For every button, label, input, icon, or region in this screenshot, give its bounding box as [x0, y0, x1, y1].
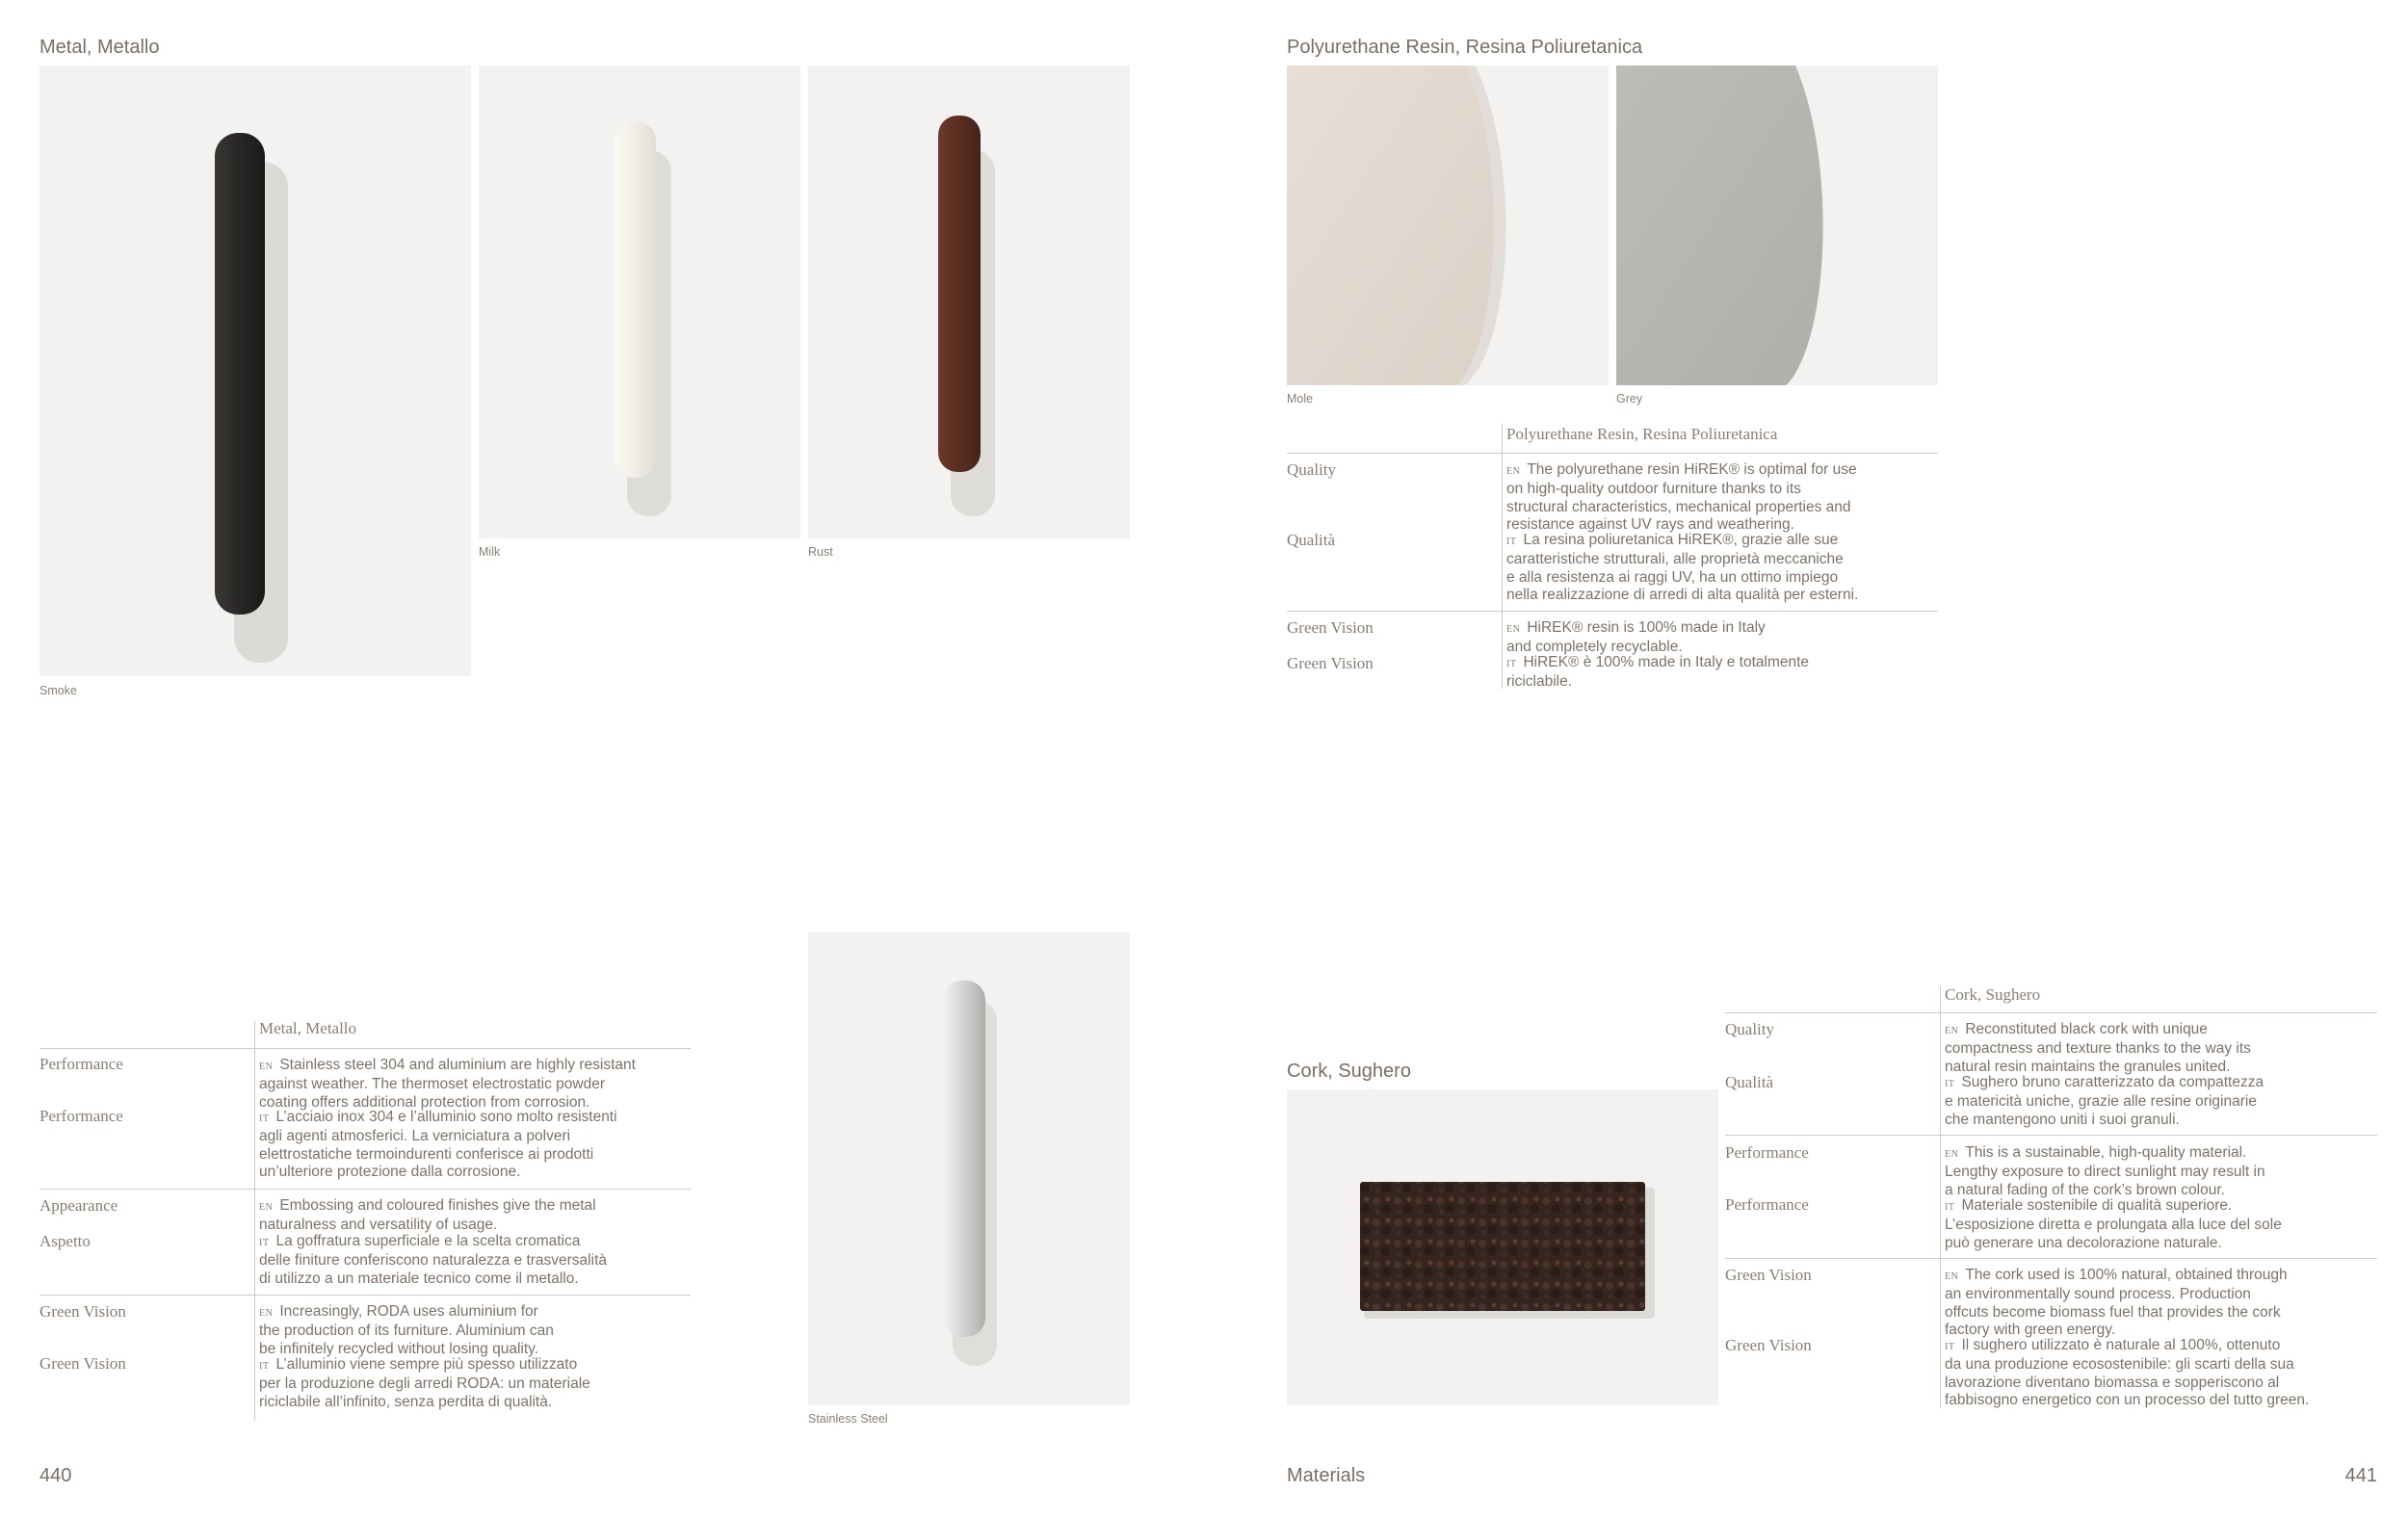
cork-green-vision-it-text: IT Il sughero utilizzato è naturale al 100%, ottenuto da una produzione ecosostenibile: gli scarti della sua lavorazione diventano biomassa e sopperiscono al fabbisogno energetico con un processo del tutto green.: [1945, 1337, 2310, 1409]
lang-tag-it: IT: [1506, 537, 1517, 547]
cork-quality-en-text: EN Reconstituted black cork with unique compactness and texture thanks to the way its natural resin maintains the granules united.: [1945, 1021, 2251, 1075]
stainless-steel-caption: Stainless Steel: [808, 1412, 888, 1426]
metal-table-rule: [39, 1295, 691, 1296]
row-label-appearance-en: Appearance: [39, 1196, 118, 1215]
resin-table-title: Polyurethane Resin, Resina Poliuretanica: [1506, 425, 1778, 443]
resin-table-rule: [1287, 611, 1938, 612]
row-label-appearance-it: Aspetto: [39, 1232, 91, 1250]
milk-caption: Milk: [479, 545, 501, 559]
row-label-quality-it: Qualità: [1725, 1073, 1774, 1091]
row-label-quality-en: Quality: [1725, 1020, 1774, 1038]
mole-swatch-image: [1287, 65, 1609, 385]
cork-section-title: Cork, Sughero: [1287, 1061, 1411, 1082]
metal-table-rule: [39, 1189, 691, 1190]
lang-tag-en: EN: [1945, 1149, 1959, 1160]
milk-swatch-image: [479, 65, 800, 538]
cork-performance-en-text: EN This is a sustainable, high-quality material. Lengthy exposure to direct sunlight may result in a natural fading of the cork’s brown colour.: [1945, 1144, 2265, 1198]
metal-appearance-en-text: EN Embossing and coloured finishes give the metal naturalness and versatility of usage.: [259, 1197, 596, 1234]
lang-tag-it: IT: [259, 1361, 270, 1372]
row-label-performance-en: Performance: [39, 1055, 123, 1073]
metal-table-title: Metal, Metallo: [259, 1019, 357, 1037]
cork-swatch-image: [1287, 1089, 1718, 1405]
smoke-swatch-image: [39, 65, 471, 676]
lang-tag-en: EN: [259, 1061, 274, 1072]
row-label-green-vision-en: Green Vision: [1287, 618, 1374, 637]
row-label-green-vision-it: Green Vision: [39, 1354, 126, 1373]
footer-section-label: Materials: [1287, 1465, 1366, 1486]
lang-tag-it: IT: [259, 1238, 270, 1248]
resin-quality-en-text: EN The polyurethane resin HiREK® is optimal for use on high-quality outdoor furniture thanks to its structural characteristics, mechanical properties and resistance against UV rays and weathering.: [1506, 461, 1857, 534]
lang-tag-it: IT: [1945, 1342, 1955, 1352]
metal-green-vision-it-text: IT L’alluminio viene sempre più spesso utilizzato per la produzione degli arredi RODA: un materiale riciclabile all’infinito, senza perdita di qualità.: [259, 1356, 590, 1410]
grey-caption: Grey: [1616, 392, 1643, 406]
page-number-left: 440: [39, 1465, 72, 1486]
row-label-green-vision-it: Green Vision: [1287, 654, 1374, 672]
cork-quality-it-text: IT Sughero bruno caratterizzato da compattezza e matericità uniche, grazie alle resine originarie che mantengono uniti i suoi granuli.: [1945, 1074, 2264, 1128]
lang-tag-it: IT: [1506, 659, 1517, 669]
resin-quality-it-text: IT La resina poliuretanica HiREK®, grazie alle sue caratteristiche strutturali, alle proprietà meccaniche e alla resistenza ai raggi UV, ha un ottimo impiego nella realizzazione di arredi di alta qualità per esterni.: [1506, 532, 1859, 604]
page-number-right: 441: [2344, 1465, 2377, 1486]
metal-performance-en-text: EN Stainless steel 304 and aluminium are highly resistant against weather. The thermoset electrostatic powder coating offers additional protection from corrosion.: [259, 1057, 636, 1111]
rust-swatch-image: [808, 65, 1130, 538]
row-label-quality-en: Quality: [1287, 460, 1336, 479]
lang-tag-en: EN: [1945, 1271, 1959, 1282]
smoke-caption: Smoke: [39, 684, 77, 697]
row-label-green-vision-en: Green Vision: [39, 1302, 126, 1321]
metal-performance-it-text: IT L’acciaio inox 304 e l’alluminio sono molto resistenti agli agenti atmosferici. La verniciatura a polveri elettrostatiche termoindurenti conferisce ai prodotti un’ulteriore protezione dalla corrosione.: [259, 1109, 617, 1181]
rust-caption: Rust: [808, 545, 833, 559]
metal-appearance-it-text: IT La goffratura superficiale e la scelta cromatica delle finiture conferiscono naturalezza e trasversalità di utilizzo a un materiale tecnico come il metallo.: [259, 1233, 607, 1287]
metal-table-divider: [254, 1021, 255, 1421]
resin-table-divider: [1502, 424, 1503, 689]
row-label-performance-it: Performance: [1725, 1195, 1809, 1214]
lang-tag-en: EN: [1506, 624, 1521, 635]
cork-table-rule: [1725, 1258, 2377, 1259]
resin-section-title: Polyurethane Resin, Resina Poliuretanica: [1287, 37, 1643, 58]
row-label-performance-en: Performance: [1725, 1143, 1809, 1162]
stainless-steel-swatch-image: [808, 932, 1130, 1405]
lang-tag-it: IT: [1945, 1202, 1955, 1213]
resin-green-vision-en-text: EN HiREK® resin is 100% made in Italy and completely recyclable.: [1506, 619, 1766, 656]
cork-performance-it-text: IT Materiale sostenibile di qualità superiore. L’esposizione diretta e prolungata alla luce del sole può generare una decolorazione naturale.: [1945, 1197, 2282, 1251]
lang-tag-en: EN: [259, 1308, 274, 1319]
grey-swatch-image: [1616, 65, 1938, 385]
cork-table-title: Cork, Sughero: [1945, 985, 2041, 1004]
lang-tag-en: EN: [259, 1202, 274, 1213]
cork-green-vision-en-text: EN The cork used is 100% natural, obtained through an environmentally sound process. Production offcuts become biomass fuel that provides the cork factory with green energy.: [1945, 1267, 2288, 1339]
cork-table-rule: [1725, 1012, 2377, 1013]
metal-section-title: Metal, Metallo: [39, 37, 160, 58]
lang-tag-en: EN: [1506, 466, 1521, 477]
row-label-green-vision-en: Green Vision: [1725, 1266, 1812, 1284]
row-label-performance-it: Performance: [39, 1107, 123, 1125]
resin-table-rule: [1287, 453, 1938, 454]
cork-table-rule: [1725, 1135, 2377, 1136]
metal-green-vision-en-text: EN Increasingly, RODA uses aluminium for the production of its furniture. Aluminium can be infinitely recycled without losing quality.: [259, 1303, 554, 1357]
lang-tag-it: IT: [1945, 1079, 1955, 1089]
row-label-green-vision-it: Green Vision: [1725, 1336, 1812, 1354]
cork-table-divider: [1940, 986, 1941, 1408]
lang-tag-en: EN: [1945, 1026, 1959, 1036]
resin-green-vision-it-text: IT HiREK® è 100% made in Italy e totalmente riciclabile.: [1506, 654, 1810, 691]
metal-table-rule: [39, 1048, 691, 1049]
row-label-quality-it: Qualità: [1287, 531, 1336, 549]
mole-caption: Mole: [1287, 392, 1314, 406]
lang-tag-it: IT: [259, 1113, 270, 1124]
